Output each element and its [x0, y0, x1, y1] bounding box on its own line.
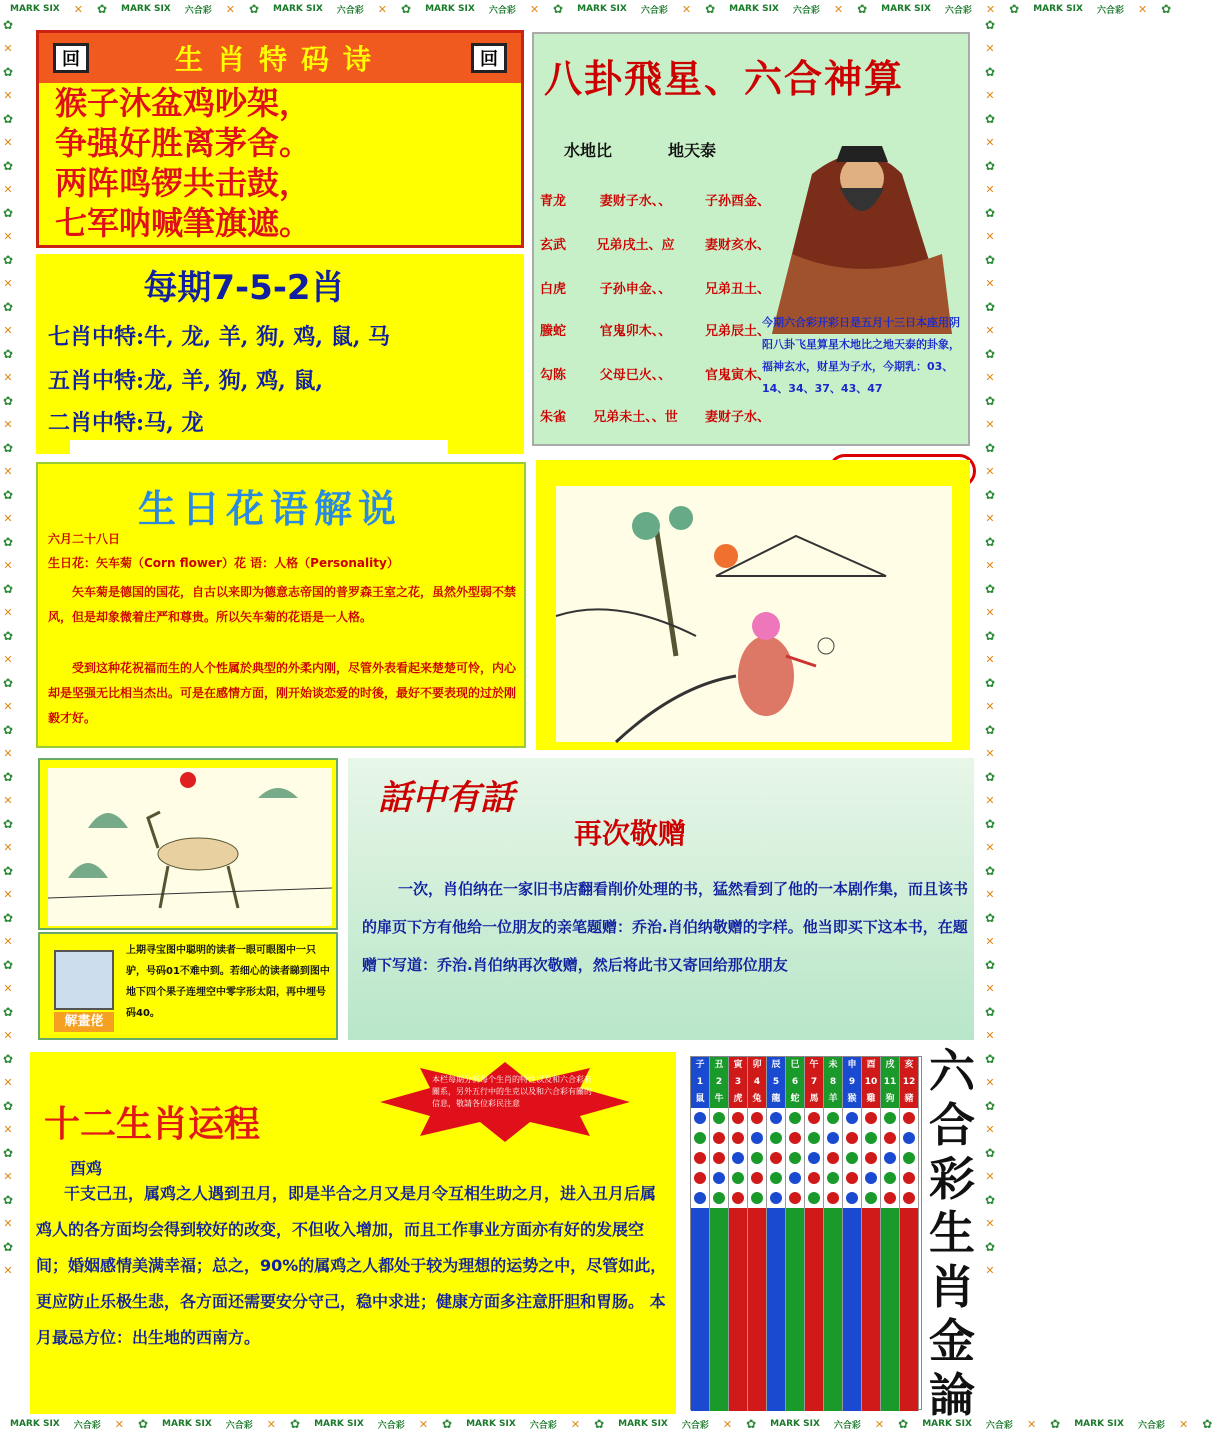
zodiac-cell: 狗: [885, 1094, 895, 1104]
zodiac-cell: 9: [848, 1077, 856, 1087]
birthday-flower-panel: [36, 462, 526, 748]
number-ball: [865, 1112, 877, 1124]
number-ball: [865, 1132, 877, 1144]
zodiac-column-footer: [881, 1208, 899, 1411]
hexagram-1: 水地比: [564, 141, 613, 160]
number-ball: [751, 1152, 763, 1164]
number-ball: [884, 1172, 896, 1184]
fortune-text: 干支己丑，属鸡之人遇到丑月，即是半合之月又是月令互相生助之月，进入丑月后属鸡人的各方面均会得到较好的改变，不但收入增加，而且工作事业方面亦有好的发展空间；婚姻感情美满幸福；总之，90%的属鸡之人都处于较为理想的运势之中，尽管如此，更应防止乐极生悲，各方面还需要安分守己，稳中求进；健康方面多注意肝胆和胃肠。 本月最忌方位：出生地的西南方。: [36, 1184, 667, 1347]
zodiac-column: [862, 1057, 881, 1411]
bagua-panel: [532, 32, 970, 446]
number-ball: [884, 1132, 896, 1144]
poem-title: 生肖特码诗: [174, 43, 385, 76]
zodiac-column: [691, 1057, 710, 1411]
zodiac-column: [748, 1057, 767, 1411]
poem-line: 争强好胜离茅舍。: [55, 124, 312, 162]
puzzle-picture-panel: [536, 460, 970, 750]
zodiac-column: [710, 1057, 729, 1411]
every-period-panel: [36, 254, 524, 454]
zodiac-cell: 亥: [904, 1060, 914, 1070]
number-ball: [903, 1172, 915, 1184]
every-period-title: 每期7-5-2肖: [143, 268, 345, 308]
number-ball: [808, 1172, 820, 1184]
zodiac-column-footer: [767, 1208, 785, 1411]
white-strip: [70, 440, 448, 454]
number-ball: [789, 1152, 801, 1164]
two-zodiac-line: 二肖中特:马, 龙: [48, 410, 204, 436]
poem-line: 两阵鸣锣共击鼓，: [55, 164, 312, 202]
poem-header: [39, 33, 521, 83]
zodiac-cell: 6: [791, 1077, 799, 1087]
number-ball: [751, 1132, 763, 1144]
number-ball: [846, 1192, 858, 1204]
zodiac-column: [767, 1057, 786, 1411]
seven-zodiac-line: 七肖中特:牛, 龙, 羊, 狗, 鸡, 鼠, 马: [48, 324, 391, 350]
zodiac-column-footer: [843, 1208, 861, 1411]
number-ball: [808, 1152, 820, 1164]
number-ball: [789, 1192, 801, 1204]
number-ball: [732, 1132, 744, 1144]
story-panel: [348, 758, 974, 1040]
zodiac-cell: 12: [902, 1077, 916, 1087]
zodiac-cell: 戌: [885, 1060, 895, 1070]
poem-panel: [36, 30, 524, 248]
zodiac-column-footer: [729, 1208, 747, 1411]
zodiac-column-footer: [786, 1208, 804, 1411]
zodiac-column-footer: [691, 1208, 709, 1411]
zodiac-cell: 10: [864, 1077, 878, 1087]
hexagram-2: 地天泰: [668, 141, 717, 160]
number-ball: [808, 1192, 820, 1204]
zodiac-cell: 兔: [752, 1094, 762, 1104]
bagua-row: 朱雀 兄弟未土、、世 妻财子水、: [540, 410, 770, 425]
zodiac-cell: 丑: [714, 1060, 724, 1070]
bagua-row: 玄武 兄弟戌土、应 妻财亥水、: [540, 238, 770, 253]
zodiac-cell: 酉: [866, 1060, 876, 1070]
five-zodiac-line: 五肖中特:龙, 羊, 狗, 鸡, 鼠,: [48, 368, 324, 394]
number-ball: [903, 1112, 915, 1124]
story-section-title: 話中有話: [378, 778, 514, 818]
zodiac-cell: 雞: [866, 1094, 876, 1104]
zodiac-fortune-panel: [30, 1052, 676, 1414]
puzzle-illustration: [556, 486, 952, 742]
zodiac-table-title: 六合彩生肖金論: [929, 1044, 975, 1422]
bagua-row: 青龙 妻财子水、、 子孙酉金、: [540, 194, 770, 209]
zodiac-cell: 猴: [847, 1094, 857, 1104]
solution-text: 上期寻宝图中聪明的读者一眼可眼图中一只驴，号码01不难中到。若细心的读者睇到图中地下四个果子连埋空中零字形太阳，再中埋号码40。: [126, 945, 330, 1019]
top-border: MARK SIX ✕ ✿ MARK SIX 六合彩 ✕ ✿ MARK SIX 六合彩 ✕ ✿ MARK SIX 六合彩 ✕ ✿ MARK SIX 六合彩 ✕ ✿ MARK SIX 六合彩 ✕ ✿ MARK SIX 六合彩 ✕ ✿ MARK SIX 六合彩 ✕ ✿: [10, 2, 1172, 16]
zodiac-column: [805, 1057, 824, 1411]
number-ball: [713, 1112, 725, 1124]
zodiac-cell: 7: [810, 1077, 818, 1087]
number-ball: [865, 1172, 877, 1184]
number-ball: [884, 1192, 896, 1204]
zodiac-table: [690, 1056, 922, 1410]
number-ball: [770, 1112, 782, 1124]
zodiac-cell: 寅: [733, 1060, 743, 1070]
bagua-row: 白虎 子孙申金、、 兄弟丑土、: [540, 282, 770, 297]
zodiac-column-footer: [805, 1208, 823, 1411]
number-ball: [732, 1192, 744, 1204]
zodiac-cell: 豬: [904, 1094, 914, 1104]
number-ball: [694, 1132, 706, 1144]
number-ball: [713, 1172, 725, 1184]
deer-picture-panel: [38, 758, 338, 930]
number-ball: [770, 1172, 782, 1184]
number-ball: [808, 1132, 820, 1144]
story-title: 再次敬赠: [574, 817, 687, 850]
solution-panel: [38, 932, 338, 1040]
zodiac-column: [824, 1057, 843, 1411]
frame-glyph-left: 回: [53, 43, 89, 73]
bottom-border: MARK SIX 六合彩 ✕ ✿ MARK SIX 六合彩 ✕ ✿ MARK SIX 六合彩 ✕ ✿ MARK SIX 六合彩 ✕ ✿ MARK SIX 六合彩 ✕ ✿ MARK SIX 六合彩 ✕ ✿ MARK SIX 六合彩 ✕ ✿ MARK SIX 六合彩 ✕ ✿: [10, 1417, 1212, 1431]
zodiac-cell: 子: [695, 1060, 705, 1070]
number-ball: [827, 1192, 839, 1204]
number-ball: [827, 1152, 839, 1164]
number-ball: [827, 1112, 839, 1124]
zodiac-cell: 鼠: [695, 1094, 705, 1104]
deer-illustration: [48, 768, 332, 926]
number-ball: [903, 1152, 915, 1164]
number-ball: [846, 1172, 858, 1184]
left-border: ✿ ✕ ✿ ✕ ✿ ✕ ✿ ✕ ✿ ✕ ✿ ✕ ✿ ✕ ✿ ✕ ✿ ✕ ✿ ✕ ✿ ✕ ✿ ✕ ✿ ✕ ✿ ✕ ✿ ✕ ✿ ✕ ✿ ✕ ✿ ✕ ✿ ✕ ✿ ✕ ✿ ✕ ✿ ✕ ✿ ✕ ✿ ✕ ✿ ✕ ✿ ✕ ✿ ✕: [2, 18, 14, 1277]
number-ball: [751, 1112, 763, 1124]
number-ball: [827, 1172, 839, 1184]
birthday-title: 生日花语解说: [138, 486, 403, 531]
zodiac-cell: 龍: [771, 1094, 781, 1104]
number-ball: [846, 1152, 858, 1164]
zodiac-column: [881, 1057, 900, 1411]
number-ball: [903, 1192, 915, 1204]
number-ball: [808, 1112, 820, 1124]
frame-glyph-right: 回: [471, 43, 507, 73]
birthday-paragraph: 受到这种花祝福而生的人个性属於典型的外柔内刚，尽管外表看起来楚楚可怜，内心却是坚强无比相当杰出。可是在感情方面，刚开始谈恋爱的时後，最好不要表现的过於刚毅才好。: [48, 661, 517, 725]
zodiac-cell: 未: [828, 1060, 838, 1070]
birthday-flower-name: 生日花：矢车菊（Corn flower）花 语：人格（Personality）: [48, 556, 399, 570]
birthday-paragraph: 矢车菊是德国的国花，自古以来即为德意志帝国的普罗森王室之花，虽然外型弱不禁风，但是却象微着庄严和尊贵。所以矢车菊的花语是一人格。: [48, 585, 517, 624]
zodiac-cell: 1: [696, 1077, 704, 1087]
bagua-title: 八卦飛星、六合神算: [544, 56, 905, 101]
number-ball: [694, 1152, 706, 1164]
number-ball: [846, 1132, 858, 1144]
starburst-text: 本栏每期分析每个生肖的特性以及和六合彩有關系，另外五行中的生克以及和六合彩有關的信息，敬請各位彩民注意: [432, 1075, 592, 1108]
number-ball: [694, 1112, 706, 1124]
zodiac-cell: 蛇: [790, 1094, 800, 1104]
number-ball: [827, 1132, 839, 1144]
zodiac-column-footer: [748, 1208, 766, 1411]
number-ball: [884, 1152, 896, 1164]
zodiac-column: [729, 1057, 748, 1411]
zodiac-column-footer: [900, 1208, 918, 1411]
poem-line: 七军呐喊筆旗遮。: [55, 204, 312, 242]
number-ball: [751, 1192, 763, 1204]
number-ball: [770, 1152, 782, 1164]
fortune-title: 十二生肖运程: [44, 1104, 261, 1145]
zodiac-cell: 卯: [752, 1060, 762, 1070]
zodiac-cell: 4: [753, 1077, 761, 1087]
right-border: ✿ ✕ ✿ ✕ ✿ ✕ ✿ ✕ ✿ ✕ ✿ ✕ ✿ ✕ ✿ ✕ ✿ ✕ ✿ ✕ ✿ ✕ ✿ ✕ ✿ ✕ ✿ ✕ ✿ ✕ ✿ ✕ ✿ ✕ ✿ ✕ ✿ ✕ ✿ ✕ ✿ ✕ ✿ ✕ ✿ ✕ ✿ ✕ ✿ ✕ ✿ ✕ ✿ ✕: [984, 18, 996, 1277]
zodiac-cell: 8: [829, 1077, 837, 1087]
zodiac-cell: 馬: [809, 1094, 819, 1104]
number-ball: [846, 1112, 858, 1124]
zodiac-column-footer: [710, 1208, 728, 1411]
number-ball: [865, 1152, 877, 1164]
number-ball: [694, 1172, 706, 1184]
number-ball: [751, 1172, 763, 1184]
number-ball: [789, 1112, 801, 1124]
number-ball: [732, 1172, 744, 1184]
bagua-row: 螣蛇 官鬼卯木、、 兄弟辰土、: [540, 324, 770, 339]
zodiac-cell: 2: [715, 1077, 723, 1087]
number-ball: [732, 1152, 744, 1164]
fortune-animal: 酉鸡: [70, 1159, 103, 1178]
number-ball: [865, 1192, 877, 1204]
bagua-note: 今期六合彩开彩日是五月十三日本座用阴阳八卦飞星算星木地比之地天泰的卦象，福神玄水，财星为子水，今期乳：03、14、34、37、43、47: [762, 316, 960, 395]
number-ball: [770, 1192, 782, 1204]
number-ball: [713, 1192, 725, 1204]
number-ball: [713, 1152, 725, 1164]
zodiac-cell: 羊: [828, 1094, 838, 1104]
zodiac-column-footer: [824, 1208, 842, 1411]
poem-line: 猴子沐盆鸡吵架，: [55, 84, 312, 122]
number-ball: [884, 1112, 896, 1124]
zodiac-cell: 牛: [714, 1094, 724, 1104]
zodiac-cell: 3: [734, 1077, 742, 1087]
zodiac-cell: 11: [883, 1077, 897, 1087]
border-brand: MARK SIX: [10, 4, 60, 14]
birthday-date: 六月二十八日: [48, 532, 121, 546]
zodiac-cell: 午: [809, 1060, 819, 1070]
zodiac-column-footer: [862, 1208, 880, 1411]
zodiac-cell: 申: [847, 1060, 857, 1070]
number-ball: [789, 1172, 801, 1184]
zodiac-cell: 巳: [790, 1060, 800, 1070]
zodiac-column: [843, 1057, 862, 1411]
solution-label: 解畫佬: [54, 1012, 114, 1032]
zodiac-cell: 辰: [771, 1060, 781, 1070]
number-ball: [789, 1132, 801, 1144]
zodiac-cell: 虎: [733, 1094, 743, 1104]
bagua-row: 勾陈 父母巳火、、 官鬼寅木、: [540, 368, 770, 383]
number-ball: [732, 1112, 744, 1124]
number-ball: [694, 1192, 706, 1204]
zodiac-column: [786, 1057, 805, 1411]
zodiac-cell: 5: [772, 1077, 780, 1087]
number-ball: [713, 1132, 725, 1144]
notebook-icon: [54, 950, 114, 1010]
story-text: 一次，肖伯纳在一家旧书店翻看削价处理的书，猛然看到了他的一本剧作集，而且该书的扉页下方有他给一位朋友的亲笔题赠：乔治.肖伯纳敬赠的字样。他当即买下这本书，在题赠下写道：乔治.肖伯纳再次敬赠，然后将此书又寄回给那位朋友: [362, 880, 969, 974]
number-ball: [770, 1132, 782, 1144]
number-ball: [903, 1132, 915, 1144]
zodiac-column: [900, 1057, 919, 1411]
